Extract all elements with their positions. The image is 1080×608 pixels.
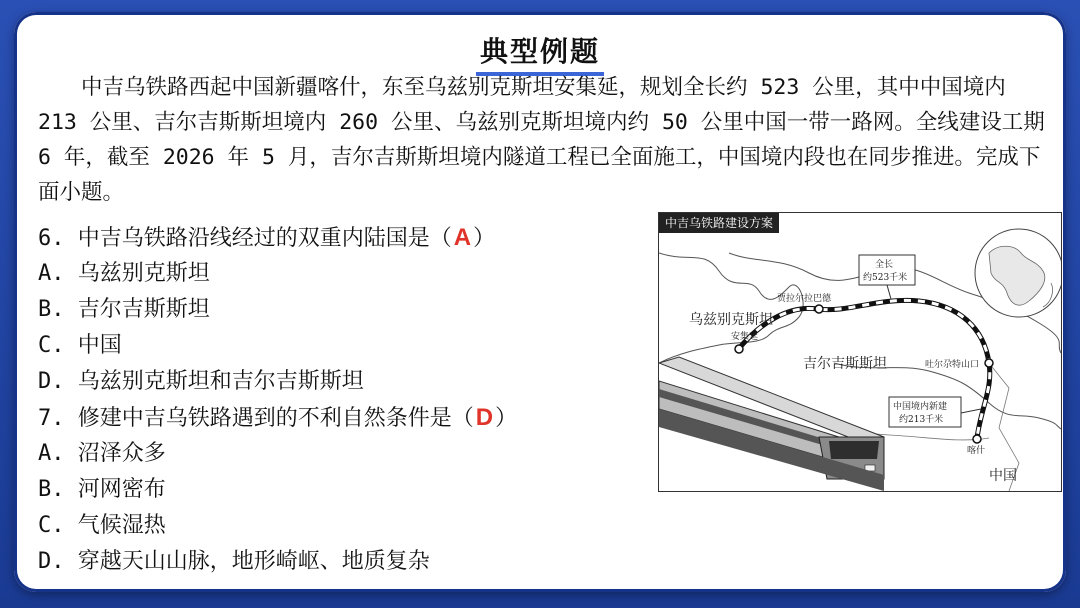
question-6-stem: 6. 中吉乌铁路沿线经过的双重内陆国是（	[38, 226, 452, 251]
train-windshield	[829, 441, 879, 459]
callout-china-line1: 中国境内新建	[893, 402, 948, 412]
q6-option-b: B. 吉尔吉斯斯坦	[38, 297, 210, 322]
callout-china-line2: 约213千米	[899, 415, 944, 425]
q7-option-a: A. 沼泽众多	[38, 441, 166, 466]
question-7	[38, 400, 638, 436]
question-6-close: ）	[473, 226, 496, 251]
label-kyrgyzstan: 吉尔吉斯斯坦	[803, 356, 887, 372]
label-uzbekistan: 乌兹别克斯坦	[689, 312, 773, 328]
question-7-stem: 7. 修建中吉乌铁路遇到的不利自然条件是（	[38, 406, 474, 431]
label-jalalabad: 贾拉尔拉巴德	[777, 294, 832, 304]
callout-total-line2: 约523千米	[863, 273, 908, 283]
passage	[38, 70, 1048, 210]
callout-china-pointer	[961, 409, 981, 413]
q6-option-d: D. 乌兹别克斯坦和吉尔吉斯斯坦	[38, 369, 364, 394]
railway-map-figure	[658, 212, 1062, 492]
question-7-close: ）	[495, 406, 518, 431]
questions	[38, 220, 638, 580]
figure-title: 中吉乌铁路建设方案	[659, 213, 779, 233]
question-7-answer: D	[475, 404, 494, 431]
q6-option-a: A. 乌兹别克斯坦	[38, 261, 210, 286]
station-torugart	[985, 359, 993, 367]
question-6	[38, 220, 638, 256]
callout-total-line1: 全长	[875, 260, 894, 270]
label-china: 中国	[989, 468, 1017, 484]
label-kashgar: 喀什	[967, 446, 986, 456]
callout-total-pointer	[887, 285, 891, 299]
slide-card	[14, 12, 1066, 592]
station-andijan	[735, 345, 743, 353]
station-jalalabad	[815, 305, 823, 313]
q6-option-c: C. 中国	[38, 333, 122, 358]
train-illustration	[659, 357, 884, 491]
label-andijan: 安集延	[731, 332, 759, 342]
border-uzbekistan	[659, 253, 803, 363]
question-6-answer: A	[453, 224, 472, 251]
q7-option-b: B. 河网密布	[38, 477, 166, 502]
passage-paragraph: 中吉乌铁路西起中国新疆喀什，东至乌兹别克斯坦安集延，规划全长约 523 公里，其中中国境内 213 公里、吉尔吉斯斯坦境内 260 公里、乌兹别克斯坦境内约 50 公里中国一带一路网。全线建设工期 6 年，截至 2026 年 5 月，吉尔吉斯斯坦境内隧道工程已全面施工，中国境内段也在同步推进。完成下面小题。	[38, 75, 1045, 205]
railway-map	[659, 213, 1061, 491]
station-kashgar	[973, 435, 981, 443]
q7-option-d: D. 穿越天山山脉，地形崎岖、地质复杂	[38, 549, 430, 574]
slide-title-text: 典型例题	[476, 30, 604, 76]
q7-option-c: C. 气候湿热	[38, 513, 166, 538]
label-torugart: 吐尔尕特山口	[925, 360, 980, 370]
